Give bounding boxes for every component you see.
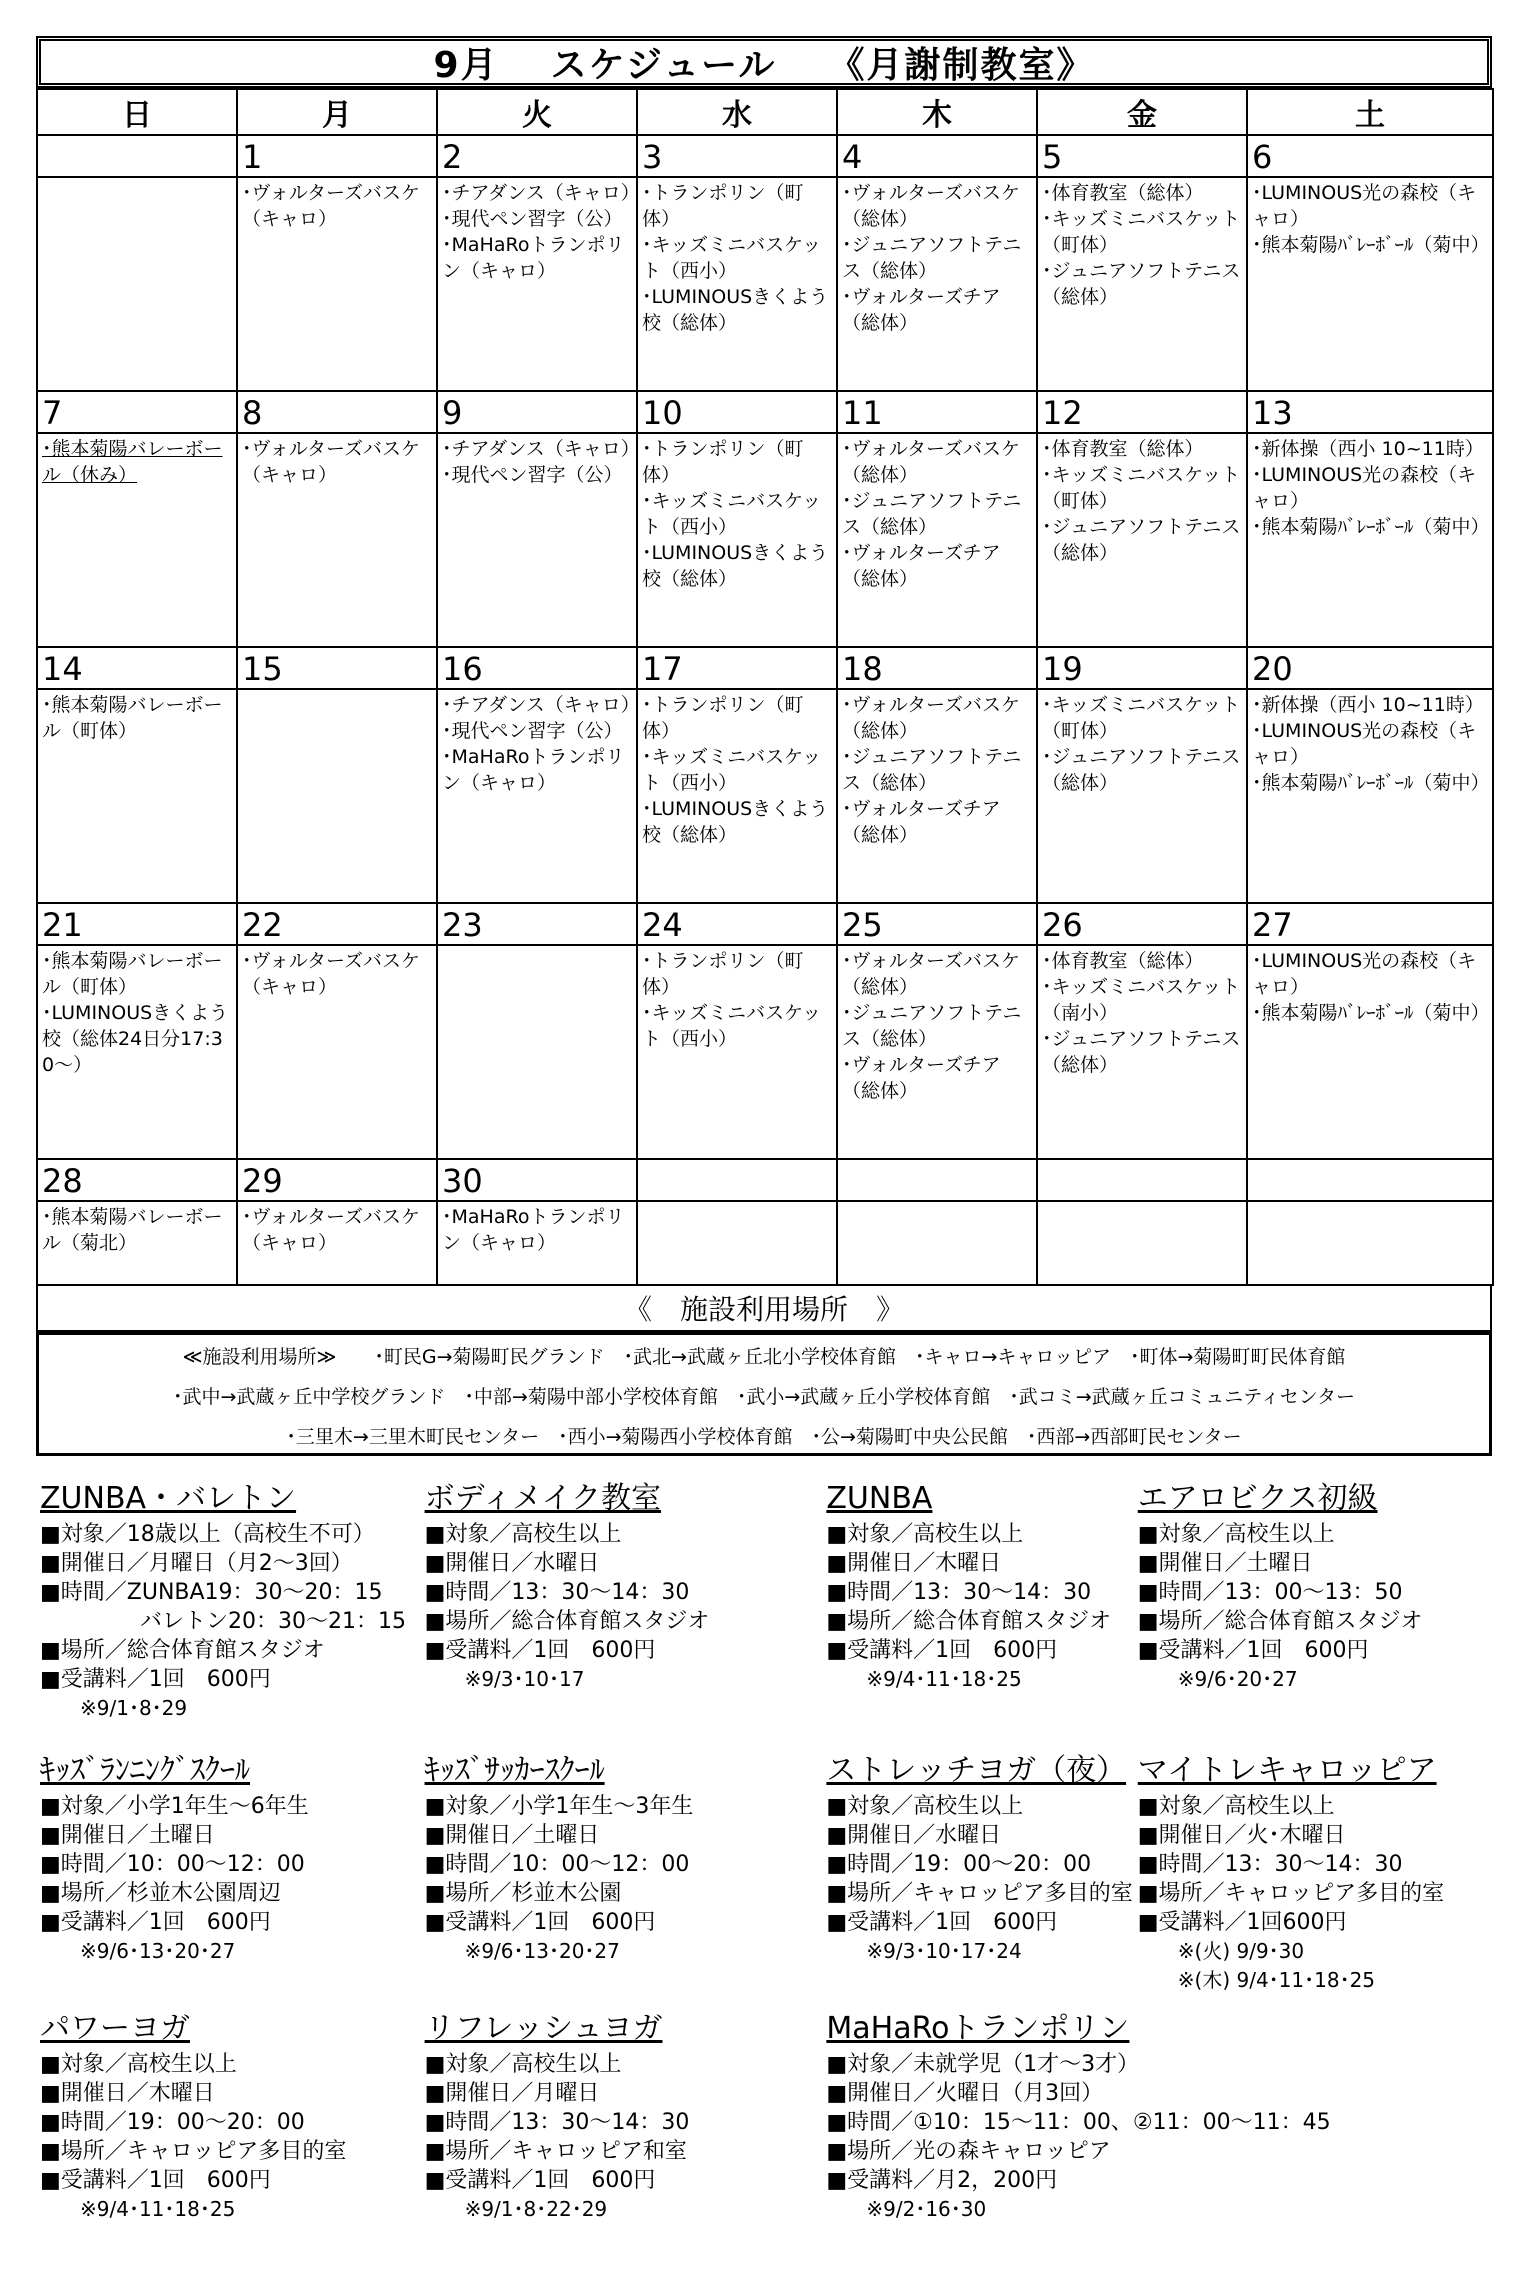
event-item: ･ジュニアソフトテニス（総体） (1042, 1028, 1241, 1076)
date-number: 14 (37, 647, 237, 689)
day-cell (237, 433, 437, 647)
event-item: ･ヴォルターズチア（総体） (842, 542, 1001, 590)
class-detail: ■場所／キャロッピア多目的室 (40, 2139, 347, 2164)
day-cell (437, 177, 640, 391)
event-item: ･LUMINOUS光の森校（キャロ） (1252, 950, 1477, 998)
event-item: ･キッズミニバスケット（町体） (1042, 208, 1241, 256)
event-item: ･熊本菊陽バレーボール（菊北） (42, 1206, 223, 1254)
date-number-row (37, 903, 1493, 945)
day-cell (37, 689, 237, 903)
class-detail: ■受講料／1回 600円 (424, 2168, 656, 2193)
schedule-section (36, 36, 1492, 1456)
class-detail: ■開催日／水曜日 (424, 1551, 600, 1576)
day-cell (1247, 945, 1493, 1159)
class-detail: ■受講料／1回 600円 (424, 1638, 656, 1663)
day-cell (837, 1201, 1037, 1285)
date-number: 24 (637, 903, 837, 945)
class-name: エアロビクス初級 (1137, 1481, 1378, 1516)
event-item: ･ヴォルターズバスケ（キャロ） (242, 182, 421, 230)
class-detail: ■場所／総合体育館スタジオ (1137, 1609, 1423, 1634)
class-detail: ■時間／ZUNBA19：30～20：15 (40, 1580, 383, 1605)
class-detail: ■時間／13：30～14：30 (826, 1580, 1092, 1605)
date-number: 4 (837, 135, 1037, 177)
class-detail: ■対象／高校生以上 (424, 1522, 622, 1547)
event-item: ･キッズミニバスケット（西小） (642, 234, 822, 282)
date-number: 20 (1247, 647, 1493, 689)
event-item: ･MaHaRoトランポリン（キャロ） (442, 234, 625, 282)
day-cell (37, 433, 237, 647)
class-detail: ■開催日／木曜日 (826, 1551, 1002, 1576)
class-detail: ■開催日／月曜日（月2～3回） (40, 1551, 353, 1576)
event-item: ･ジュニアソフトテニス（総体） (1042, 260, 1241, 308)
class-detail: ■開催日／木曜日 (40, 2081, 215, 2106)
class-detail: ■開催日／土曜日 (40, 1823, 215, 1848)
day-cell (1037, 945, 1247, 1159)
event-item: ･熊本菊陽ﾊﾞﾚｰﾎﾞｰﾙ（菊中） (1252, 1002, 1490, 1024)
date-number (637, 1159, 837, 1201)
date-number: 28 (37, 1159, 237, 1201)
weekday-header-row (37, 89, 1493, 135)
day-cell (837, 689, 1037, 903)
event-item: ･現代ペン習字（公） (442, 208, 623, 230)
class-dates-note: ※9/6･13･20･27 (464, 1939, 620, 1963)
event-item: ･熊本菊陽バレーボール（休み） (42, 438, 223, 486)
event-item: ･ジュニアソフトテニス（総体） (1042, 746, 1241, 794)
class-name: ストレッチヨガ（夜） (826, 1753, 1127, 1788)
event-item: ･トランポリン（町体） (642, 182, 804, 230)
event-item: ･熊本菊陽バレーボール（町体） (42, 694, 223, 742)
day-cell (837, 945, 1037, 1159)
class-detail: ■受講料／1回 600円 (40, 1667, 271, 1692)
weekday-mon: 月 (237, 89, 437, 135)
title-month: 9月 (433, 44, 499, 86)
date-number: 15 (237, 647, 437, 689)
event-item: ･熊本菊陽ﾊﾞﾚｰﾎﾞｰﾙ（菊中） (1252, 234, 1490, 256)
class-detail: ■場所／杉並木公園周辺 (40, 1881, 281, 1906)
class-name: MaHaRoトランポリン (826, 2011, 1130, 2046)
class-detail: ■開催日／水曜日 (826, 1823, 1002, 1848)
day-cell (237, 945, 437, 1159)
class-detail: ■受講料／1回 600円 (40, 1910, 271, 1935)
event-item: ･キッズミニバスケット（西小） (642, 746, 822, 794)
date-number: 30 (437, 1159, 637, 1201)
date-number-row (37, 647, 1493, 689)
schedule-title (36, 36, 1492, 88)
class-detail: ■時間／①10：15～11：00、②11：00～11：45 (826, 2110, 1331, 2135)
date-number (837, 1159, 1037, 1201)
event-item: ･LUMINOUSきくよう校（総体） (642, 798, 829, 846)
event-item: ･チアダンス（キャロ） (442, 694, 640, 716)
event-item: ･新体操（西小 10~11時） (1252, 694, 1484, 716)
day-cell (437, 1201, 637, 1285)
class-name: リフレッシュヨガ (424, 2011, 663, 2046)
event-item: ･MaHaRoトランポリン（キャロ） (442, 1206, 625, 1254)
class-detail: ■場所／キャロッピア和室 (424, 2139, 687, 2164)
event-item: ･ジュニアソフトテニス（総体） (842, 490, 1022, 538)
class-detail: ■受講料／1回600円 (1137, 1910, 1347, 1935)
class-name: ｷｯｽﾞﾗﾝﾆﾝｸﾞｽｸｰﾙ (40, 1753, 250, 1788)
facilities-heading: 《 施設利用場所 》 (36, 1286, 1492, 1332)
calendar-table (36, 88, 1494, 1286)
event-item: ･キッズミニバスケット（南小） (1042, 976, 1241, 1024)
date-number: 5 (1037, 135, 1247, 177)
class-dates-note: ※9/1･8･29 (80, 1696, 188, 1720)
class-block (425, 1480, 710, 1694)
classes-section (40, 1480, 1490, 2260)
date-number: 22 (237, 903, 437, 945)
event-item: ･体育教室（総体） (1042, 182, 1204, 204)
class-block (425, 1752, 694, 1966)
date-number-row (37, 1159, 1493, 1201)
class-dates-note: ※9/4･11･18･25 (866, 1667, 1022, 1691)
weekday-thu: 木 (837, 89, 1037, 135)
day-cell (1037, 433, 1247, 647)
class-detail: ■受講料／1回 600円 (826, 1910, 1058, 1935)
event-item: ･ヴォルターズバスケ（総体） (842, 182, 1021, 230)
class-dates-note: ※(火) 9/9･30 (1177, 1939, 1305, 1963)
weekday-sat: 土 (1247, 89, 1493, 135)
class-detail: ■対象／高校生以上 (40, 2052, 237, 2077)
event-item: ･MaHaRoトランポリン（キャロ） (442, 746, 625, 794)
facilities-line: ･三里木→三里木町民センター ･西小→菊陽西小学校体育館 ･公→菊陽町中央公民館 ･西部→西部町民センター (286, 1426, 1242, 1448)
facilities-list (36, 1332, 1492, 1456)
class-detail: ■時間／13：30～14：30 (424, 1580, 690, 1605)
date-number: 29 (237, 1159, 437, 1201)
weekday-sun: 日 (37, 89, 237, 135)
day-cell (1037, 689, 1247, 903)
class-detail: ■時間／10：00～12：00 (40, 1852, 305, 1877)
class-dates-note: ※9/2･16･30 (866, 2197, 987, 2221)
class-block (40, 2010, 346, 2224)
day-cell (437, 945, 637, 1159)
class-detail: ■対象／高校生以上 (826, 1522, 1024, 1547)
date-number: 27 (1247, 903, 1493, 945)
date-number: 18 (837, 647, 1037, 689)
class-detail: ■場所／キャロッピア多目的室 (826, 1881, 1133, 1906)
day-cell (1037, 1201, 1247, 1285)
class-block (40, 1752, 309, 1966)
date-events-row (37, 689, 1493, 903)
event-item: ･トランポリン（町体） (642, 438, 804, 486)
event-item: ･ジュニアソフトテニス（総体） (1042, 516, 1241, 564)
day-cell (437, 689, 640, 903)
event-item: ･トランポリン（町体） (642, 694, 804, 742)
event-item: ･LUMINOUS光の森校（キャロ） (1252, 720, 1477, 768)
date-number (1247, 1159, 1493, 1201)
weekday-tue: 火 (437, 89, 637, 135)
class-detail: ■時間／13：00～13：50 (1137, 1580, 1403, 1605)
event-item: ･LUMINOUSきくよう校（総体） (642, 286, 829, 334)
class-detail: ■対象／18歳以上（高校生不可） (40, 1522, 375, 1547)
date-number: 25 (837, 903, 1037, 945)
class-detail: ■開催日／月曜日 (424, 2081, 600, 2106)
date-number (37, 135, 237, 177)
class-block (826, 2010, 1330, 2224)
class-block (826, 1480, 1111, 1694)
class-detail: ■時間／19：00～20：00 (826, 1852, 1092, 1877)
class-name: ZUNBA・バレトン (40, 1481, 297, 1516)
day-cell (1037, 177, 1247, 391)
event-item: ･LUMINOUS光の森校（キャロ） (1252, 464, 1477, 512)
event-item: ･ジュニアソフトテニス（総体） (842, 234, 1022, 282)
class-dates-note: ※(木) 9/4･11･18･25 (1177, 1968, 1376, 1992)
event-item: ･ヴォルターズバスケ（総体） (842, 950, 1021, 998)
day-cell (1247, 689, 1493, 903)
weekday-fri: 金 (1037, 89, 1247, 135)
event-item: ･熊本菊陽バレーボール（町体） (42, 950, 223, 998)
date-number: 9 (437, 391, 637, 433)
date-number-row (37, 135, 1493, 177)
event-item: ･新体操（西小 10~11時） (1252, 438, 1484, 460)
class-detail: ■開催日／土曜日 (424, 1823, 600, 1848)
event-item: ･キッズミニバスケット（町体） (1042, 694, 1241, 742)
class-name: パワーヨガ (40, 2011, 190, 2046)
day-cell (37, 177, 237, 391)
class-detail: ■開催日／土曜日 (1137, 1551, 1313, 1576)
day-cell (237, 1201, 437, 1285)
class-block (1138, 1752, 1444, 1995)
class-detail: ■場所／総合体育館スタジオ (40, 1638, 325, 1663)
class-detail: ■対象／高校生以上 (424, 2052, 622, 2077)
event-item: ･ジュニアソフトテニス（総体） (842, 1002, 1022, 1050)
event-item: ･ヴォルターズバスケ（キャロ） (242, 438, 421, 486)
date-number: 26 (1037, 903, 1247, 945)
day-cell (637, 689, 837, 903)
event-item: ･キッズミニバスケット（町体） (1042, 464, 1241, 512)
class-detail: ■開催日／火･木曜日 (1137, 1823, 1346, 1848)
date-number: 13 (1247, 391, 1493, 433)
date-number: 19 (1037, 647, 1247, 689)
class-detail: ■受講料／月2，200円 (826, 2168, 1058, 2193)
class-block (1138, 1480, 1423, 1694)
event-item: ･ジュニアソフトテニス（総体） (842, 746, 1022, 794)
title-kind: 《月謝制教室》 (828, 44, 1095, 86)
date-number: 3 (637, 135, 837, 177)
class-block (425, 2010, 690, 2224)
event-item: ･体育教室（総体） (1042, 950, 1204, 972)
class-detail: ■時間／13：30～14：30 (424, 2110, 690, 2135)
day-cell (237, 177, 437, 391)
day-cell (637, 1201, 837, 1285)
date-number: 6 (1247, 135, 1493, 177)
day-cell (1247, 177, 1493, 391)
event-item: ･チアダンス（キャロ） (442, 182, 640, 204)
date-number-row (37, 391, 1493, 433)
date-events-row (37, 945, 1493, 1159)
day-cell (637, 177, 837, 391)
event-item: ･ヴォルターズチア（総体） (842, 286, 1001, 334)
facilities-line: ･武中→武蔵ヶ丘中学校グランド ･中部→菊陽中部小学校体育館 ･武小→武蔵ヶ丘小学校体育館 ･武コミ→武蔵ヶ丘コミュニティセンター (172, 1386, 1356, 1408)
date-events-row (37, 433, 1493, 647)
day-cell (37, 945, 237, 1159)
date-number: 7 (37, 391, 237, 433)
date-number: 2 (437, 135, 637, 177)
class-dates-note: ※9/3･10･17･24 (866, 1939, 1022, 1963)
class-detail: ■対象／高校生以上 (826, 1794, 1024, 1819)
event-item: ･ヴォルターズバスケ（キャロ） (242, 950, 421, 998)
day-cell (837, 433, 1037, 647)
class-detail: ■対象／未就学児（1才～3才） (826, 2052, 1140, 2077)
day-cell (637, 433, 837, 647)
class-name: ボディメイク教室 (424, 1481, 661, 1516)
event-item: ･体育教室（総体） (1042, 438, 1204, 460)
class-detail: ■受講料／1回 600円 (1137, 1638, 1369, 1663)
class-detail: ■場所／杉並木公園 (424, 1881, 622, 1906)
class-dates-note: ※9/6･13･20･27 (80, 1939, 236, 1963)
event-item: ･ヴォルターズバスケ（総体） (842, 438, 1021, 486)
day-cell (37, 1201, 237, 1285)
event-item: ･チアダンス（キャロ） (442, 438, 640, 460)
date-number (1037, 1159, 1247, 1201)
title-schedule: スケジュール (550, 44, 777, 86)
date-number: 12 (1037, 391, 1247, 433)
class-block (40, 1480, 406, 1723)
class-detail: ■時間／13：30～14：30 (1137, 1852, 1403, 1877)
class-detail: ■場所／総合体育館スタジオ (424, 1609, 710, 1634)
date-number: 16 (437, 647, 637, 689)
day-cell (1247, 1201, 1493, 1285)
class-detail: ■対象／小学1年生～6年生 (40, 1794, 309, 1819)
event-item: ･トランポリン（町体） (642, 950, 804, 998)
day-cell (837, 177, 1037, 391)
class-detail: ■開催日／火曜日（月3回） (826, 2081, 1104, 2106)
class-name: ｷｯｽﾞｻｯｶｰｽｸｰﾙ (424, 1753, 605, 1788)
event-item: ･ヴォルターズバスケ（総体） (842, 694, 1021, 742)
day-cell (437, 433, 640, 647)
date-events-row (37, 177, 1493, 391)
class-detail: ■受講料／1回 600円 (826, 1638, 1058, 1663)
date-number: 21 (37, 903, 237, 945)
event-item: ･キッズミニバスケット（西小） (642, 490, 822, 538)
date-number: 1 (237, 135, 437, 177)
event-item: ･熊本菊陽ﾊﾞﾚｰﾎﾞｰﾙ（菊中） (1252, 516, 1490, 538)
class-detail: ■場所／総合体育館スタジオ (826, 1609, 1112, 1634)
facilities-line: ≪施設利用場所≫ ･町民G→菊陽町民グランド ･武北→武蔵ヶ丘北小学校体育館 ･キャロ→キャロッピア ･町体→菊陽町町民体育館 (182, 1346, 1346, 1368)
day-cell (1247, 433, 1493, 647)
event-item: ･現代ペン習字（公） (442, 464, 623, 486)
class-detail: ■時間／19：00～20：00 (40, 2110, 305, 2135)
class-detail: ■受講料／1回 600円 (424, 1910, 656, 1935)
class-detail: ■対象／高校生以上 (1137, 1522, 1335, 1547)
date-number: 10 (637, 391, 837, 433)
day-cell (237, 689, 437, 903)
event-item: ･LUMINOUSきくよう校（総体24日分17:30～） (42, 1002, 229, 1076)
class-detail: ■受講料／1回 600円 (40, 2168, 271, 2193)
event-item: ･現代ペン習字（公） (442, 720, 623, 742)
event-item: ･キッズミニバスケット（西小） (642, 1002, 822, 1050)
class-block (826, 1752, 1132, 1966)
event-item: ･LUMINOUS光の森校（キャロ） (1252, 182, 1477, 230)
date-number: 17 (637, 647, 837, 689)
class-dates-note: ※9/4･11･18･25 (80, 2197, 236, 2221)
date-number: 11 (837, 391, 1037, 433)
event-item: ･ヴォルターズバスケ（キャロ） (242, 1206, 421, 1254)
date-number: 23 (437, 903, 637, 945)
class-name: マイトレキャロッピア (1137, 1753, 1437, 1788)
weekday-wed: 水 (637, 89, 837, 135)
class-detail: ■場所／キャロッピア多目的室 (1137, 1881, 1445, 1906)
event-item: ･ヴォルターズチア（総体） (842, 798, 1001, 846)
class-detail: バレトン20：30～21：15 (140, 1609, 406, 1634)
event-item: ･LUMINOUSきくよう校（総体） (642, 542, 829, 590)
class-detail: ■対象／高校生以上 (1137, 1794, 1335, 1819)
class-dates-note: ※9/1･8･22･29 (464, 2197, 608, 2221)
class-detail: ■時間／10：00～12：00 (424, 1852, 690, 1877)
event-item: ･ヴォルターズチア（総体） (842, 1054, 1001, 1102)
date-number: 8 (237, 391, 437, 433)
class-name: ZUNBA (826, 1481, 933, 1516)
class-dates-note: ※9/6･20･27 (1177, 1667, 1298, 1691)
class-detail: ■対象／小学1年生～3年生 (424, 1794, 694, 1819)
event-item: ･熊本菊陽ﾊﾞﾚｰﾎﾞｰﾙ（菊中） (1252, 772, 1490, 794)
class-dates-note: ※9/3･10･17 (464, 1667, 585, 1691)
class-detail: ■場所／光の森キャロッピア (826, 2139, 1111, 2164)
date-events-row (37, 1201, 1493, 1285)
day-cell (637, 945, 837, 1159)
